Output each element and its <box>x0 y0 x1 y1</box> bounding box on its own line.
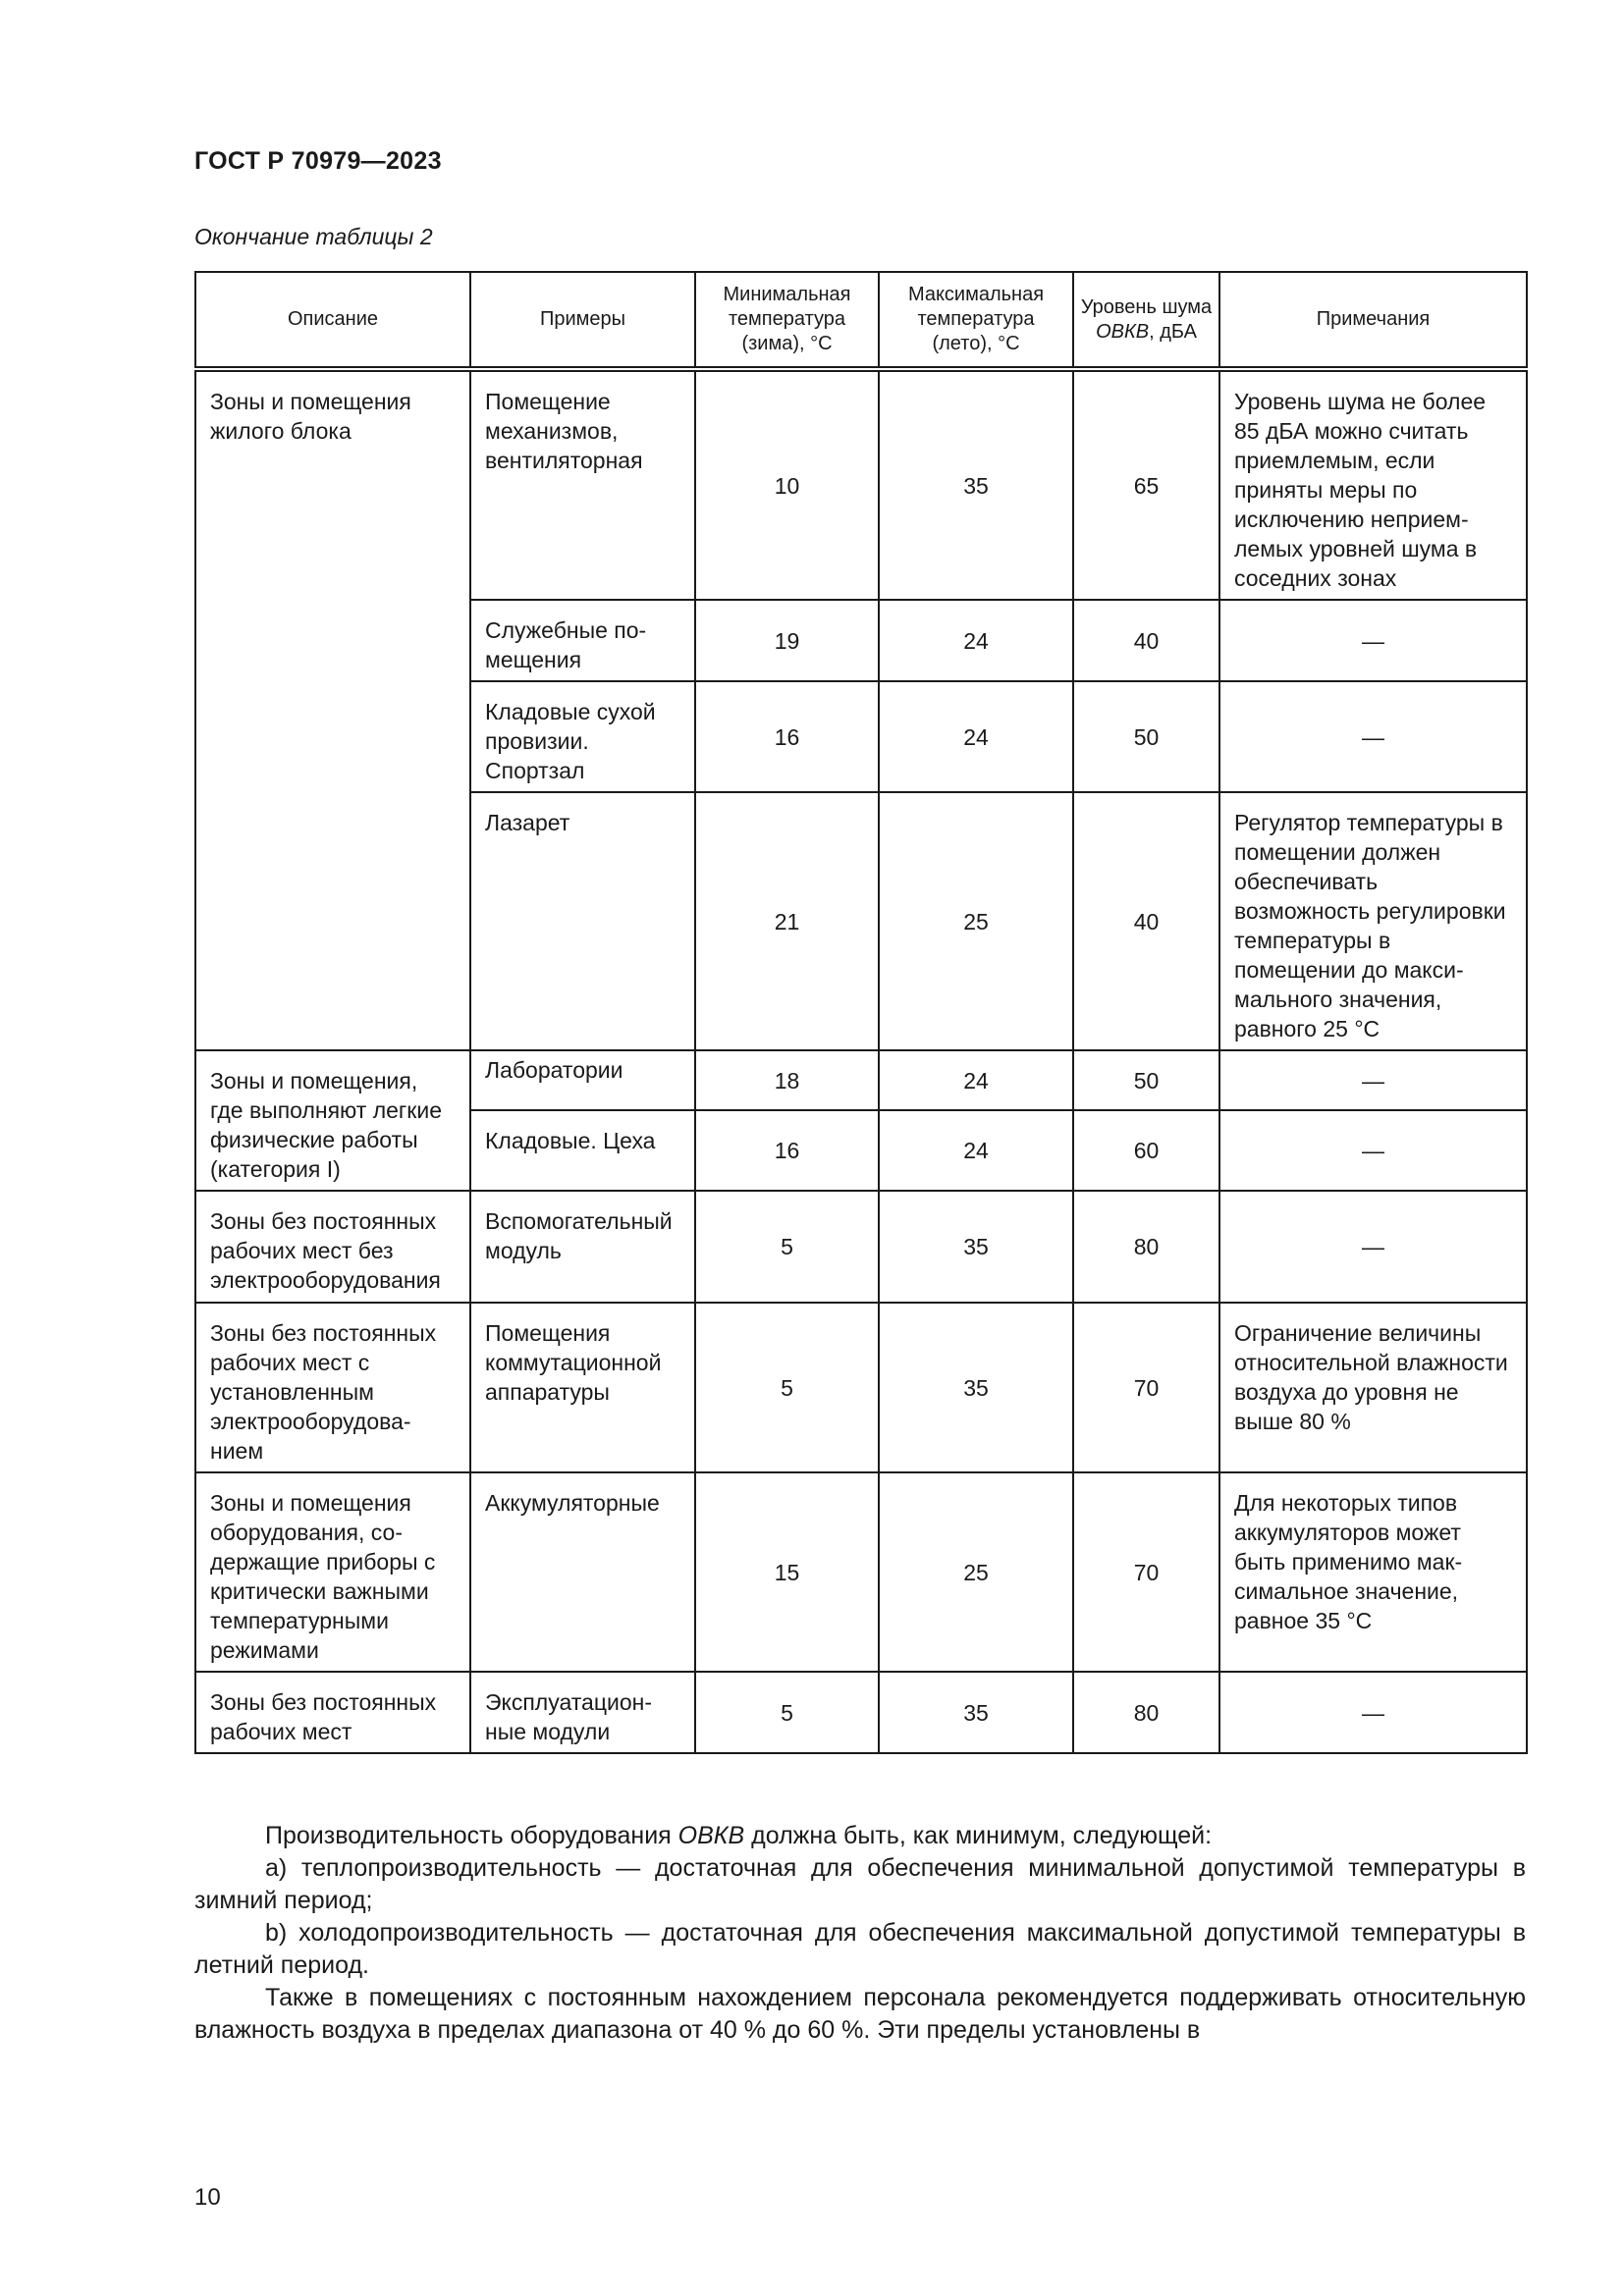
example-cell: Эксплуатационные модули <box>470 1672 695 1753</box>
header-noise-abbr: ОВКВ <box>1096 320 1150 343</box>
paragraph-text: должна быть, как минимум, следующей: <box>744 1822 1213 1849</box>
min-temp-cell: 18 <box>695 1050 879 1110</box>
example-cell: Помещение механизмов, вентиляторная <box>470 369 695 600</box>
note-cell: — <box>1219 1672 1527 1753</box>
note-cell: Регулятор температуры в помещении должен обеспечивать возможность регулировки температуры в помещении до максимального значения, равного 25 °С <box>1219 792 1527 1050</box>
noise-cell: 40 <box>1073 792 1219 1050</box>
max-temp-cell: 24 <box>879 600 1073 681</box>
table-caption: Окончание таблицы 2 <box>194 224 433 249</box>
header-min-temp: Минимальная температура (зима), °С <box>695 272 879 369</box>
table-row <box>195 1050 1527 1110</box>
max-temp-cell: 35 <box>879 1191 1073 1303</box>
min-temp-cell: 19 <box>695 600 879 681</box>
example-cell: Помещения коммутационной аппаратуры <box>470 1303 695 1472</box>
min-temp-cell: 16 <box>695 1110 879 1191</box>
example-cell: Лаборатории <box>470 1050 695 1110</box>
header-description: Описание <box>195 272 470 369</box>
example-cell: Кладовые сухой провизии. Спортзал <box>470 681 695 792</box>
description-cell: Зоны и помещения оборудования, содержащие приборы с критически важными температурными режимами <box>195 1472 470 1672</box>
max-temp-cell: 24 <box>879 681 1073 792</box>
note-cell: — <box>1219 1191 1527 1303</box>
description-cell: Зоны и помещения, где выполняют легкие физические работы (категория I) <box>195 1050 470 1191</box>
note-cell: — <box>1219 681 1527 792</box>
note-cell: — <box>1219 1110 1527 1191</box>
max-temp-cell: 35 <box>879 1303 1073 1472</box>
note-cell: Для некоторых типов аккумуляторов может быть применимо максимальное значение, равное 35 °С <box>1219 1472 1527 1672</box>
temperature-noise-table <box>194 271 1528 1754</box>
header-max-temp: Максимальная температура (лето), °С <box>879 272 1073 369</box>
page-number: 10 <box>194 2184 221 2211</box>
min-temp-cell: 5 <box>695 1303 879 1472</box>
min-temp-cell: 15 <box>695 1472 879 1672</box>
max-temp-cell: 35 <box>879 1672 1073 1753</box>
table-header-row <box>195 272 1527 369</box>
min-temp-cell: 21 <box>695 792 879 1050</box>
noise-cell: 80 <box>1073 1191 1219 1303</box>
max-temp-cell: 24 <box>879 1110 1073 1191</box>
example-cell: Кладовые. Цеха <box>470 1110 695 1191</box>
paragraph <box>194 1820 1526 1852</box>
noise-cell: 40 <box>1073 600 1219 681</box>
note-cell: Ограничение величины относительной влажности воздуха до уровня не выше 80 % <box>1219 1303 1527 1472</box>
description-cell: Зоны и помещения жилого блока <box>195 369 470 1050</box>
max-temp-cell: 25 <box>879 792 1073 1050</box>
example-cell: Аккумуляторные <box>470 1472 695 1672</box>
description-cell: Зоны без постоянных рабочих мест с установленным электрооборудованием <box>195 1303 470 1472</box>
min-temp-cell: 10 <box>695 369 879 600</box>
max-temp-cell: 24 <box>879 1050 1073 1110</box>
list-item-heating: a) теплопроизводительность — достаточная для обеспечения минимальной допустимой температуры в зимний период; <box>194 1854 1526 1914</box>
header-noise <box>1073 272 1219 369</box>
description-cell: Зоны без постоянных рабочих мест <box>195 1672 470 1753</box>
max-temp-cell: 35 <box>879 369 1073 600</box>
header-noise-pre: Уровень шума <box>1080 295 1213 318</box>
noise-cell: 70 <box>1073 1472 1219 1672</box>
description-cell: Зоны без постоянных рабочих мест без электрооборудования <box>195 1191 470 1303</box>
min-temp-cell: 5 <box>695 1672 879 1753</box>
max-temp-cell: 25 <box>879 1472 1073 1672</box>
hvac-abbreviation: ОВКВ <box>677 1822 745 1849</box>
table-row <box>195 369 1527 600</box>
noise-cell: 60 <box>1073 1110 1219 1191</box>
noise-cell: 65 <box>1073 369 1219 600</box>
header-notes: Примечания <box>1219 272 1527 369</box>
example-cell: Лазарет <box>470 792 695 1050</box>
noise-cell: 50 <box>1073 1050 1219 1110</box>
header-noise-post: , дБА <box>1149 320 1197 343</box>
table-row <box>195 1472 1527 1672</box>
header-examples: Примеры <box>470 272 695 369</box>
min-temp-cell: 16 <box>695 681 879 792</box>
paragraph-text: Производительность оборудования <box>265 1822 678 1849</box>
noise-cell: 80 <box>1073 1672 1219 1753</box>
min-temp-cell: 5 <box>695 1191 879 1303</box>
note-cell: Уровень шума не более 85 дБА можно считать приемлемым, если приняты меры по исключению неприемлемых уровней шума в соседних зонах <box>1219 369 1527 600</box>
note-cell: — <box>1219 1050 1527 1110</box>
example-cell: Служебные помещения <box>470 600 695 681</box>
body-text <box>194 1820 1526 2047</box>
table-row <box>195 1672 1527 1753</box>
note-cell: — <box>1219 600 1527 681</box>
list-item-cooling: b) холодопроизводительность — достаточная для обеспечения максимальной допустимой температуры в летний период. <box>194 1919 1526 1979</box>
noise-cell: 70 <box>1073 1303 1219 1472</box>
noise-cell: 50 <box>1073 681 1219 792</box>
paragraph-humidity: Также в помещениях с постоянным нахождением персонала рекомендуется поддерживать относительную влажность воздуха в пределах диапазона от 40 % до 60 %. Эти пределы установлены в <box>194 1984 1526 2044</box>
document-code: ГОСТ Р 70979—2023 <box>194 147 442 175</box>
table-row <box>195 1191 1527 1303</box>
example-cell: Вспомогательный модуль <box>470 1191 695 1303</box>
table-row <box>195 1303 1527 1472</box>
